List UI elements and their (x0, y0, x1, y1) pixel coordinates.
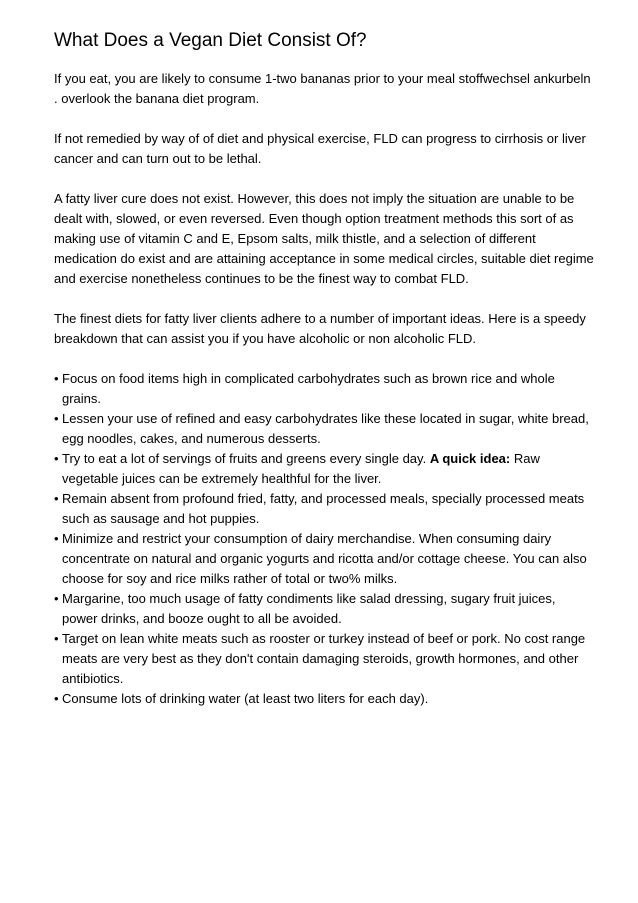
list-item-text: Margarine, too much usage of fatty condiments like salad dressing, sugary fruit juices, power drinks, and booze ought to all be avoided. (62, 591, 556, 626)
list-item (54, 409, 594, 449)
paragraph-4: The finest diets for fatty liver clients adhere to a number of important ideas. Here is a speedy breakdown that can assist you if you have alcoholic or non alcoholic FLD. (54, 311, 586, 346)
list-item-text: Minimize and restrict your consumption of dairy merchandise. When consuming dairy concentrate on natural and organic yogurts and ricotta and/or cottage cheese. You can also choose for soy and rice milks rather of total or two% milks. (62, 531, 587, 586)
page-title: What Does a Vegan Diet Consist Of? (54, 30, 367, 51)
paragraph-2: If not remedied by way of of diet and physical exercise, FLD can progress to cirrhosis or liver cancer and can turn out to be lethal. (54, 131, 586, 166)
bullet-marker: • (54, 411, 59, 426)
list-item (54, 629, 594, 689)
bullet-marker: • (54, 491, 59, 506)
paragraph-3: A fatty liver cure does not exist. However, this does not imply the situation are unable to be dealt with, slowed, or even reversed. Even though option treatment methods this sort of as making use of vitamin C and E, Epsom salts, milk thistle, and a selection of different medication do exist and are attaining acceptance in some medical circles, suitable diet regime and exercise nonetheless continues to be the finest way to combat FLD. (54, 191, 594, 286)
list-item (54, 589, 594, 629)
list-item (54, 369, 594, 409)
bullet-marker: • (54, 451, 59, 466)
bullet-marker: • (54, 371, 59, 386)
list-item-text: Consume lots of drinking water (at least two liters for each day). (62, 691, 429, 706)
bullet-marker: • (54, 691, 59, 706)
tips-list (54, 369, 594, 709)
paragraph-1: If you eat, you are likely to consume 1-two bananas prior to your meal stoffwechsel ankurbeln . overlook the banana diet program. (54, 71, 591, 106)
list-item-text: Lessen your use of refined and easy carbohydrates like these located in sugar, white bread, egg noodles, cakes, and numerous desserts. (62, 411, 589, 446)
list-item-text: Try to eat a lot of servings of fruits and greens every single day. (62, 451, 427, 466)
bullet-marker: • (54, 531, 59, 546)
list-item-text-after: Raw vegetable juices can be extremely healthful for the liver. (62, 451, 540, 486)
list-item-text: Focus on food items high in complicated carbohydrates such as brown rice and whole grains. (62, 371, 555, 406)
list-item (54, 529, 594, 589)
list-item-text: Remain absent from profound fried, fatty, and processed meals, specially processed meats such as sausage and hot puppies. (62, 491, 585, 526)
quick-idea-label: A quick idea: (429, 451, 511, 466)
list-item-text: Target on lean white meats such as rooster or turkey instead of beef or pork. No cost range meats are very best as they don't contain damaging steroids, growth hormones, and other antibiotics. (62, 631, 586, 686)
article-body (54, 69, 594, 709)
list-item (54, 449, 594, 489)
list-item (54, 689, 594, 709)
bullet-marker: • (54, 591, 59, 606)
list-item (54, 489, 594, 529)
bullet-marker: • (54, 631, 59, 646)
